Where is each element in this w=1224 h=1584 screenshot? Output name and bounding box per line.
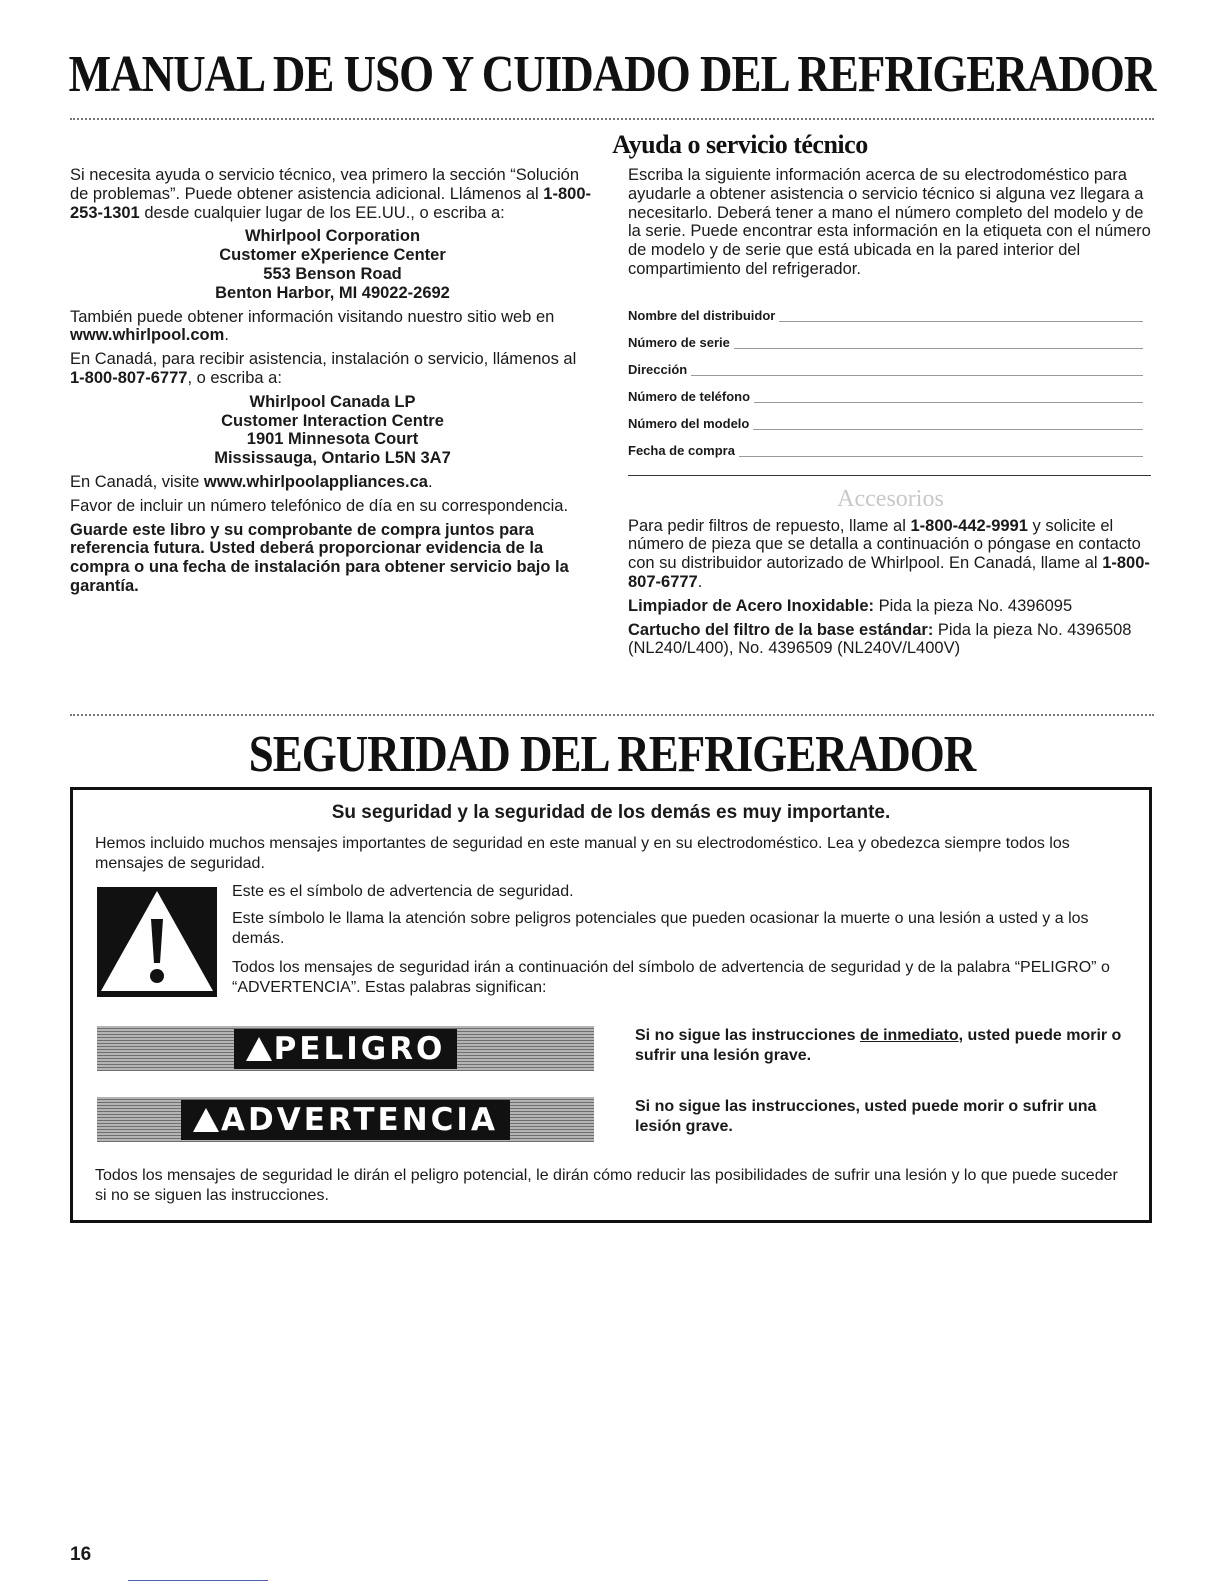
page-title: MANUAL DE USO Y CUIDADO DEL REFRIGERADOR xyxy=(68,45,1156,103)
symbol-description: Este es el símbolo de advertencia de seguridad. xyxy=(232,883,574,900)
help-section-title: Ayuda o servicio técnico xyxy=(612,130,868,159)
danger-banner xyxy=(97,1026,594,1071)
keep-receipt-note: Guarde este libro y su comprobante de compra juntos para referencia futura. Usted deberá proporcionar evidencia de la compra o una fecha de instalación para obtener servicio bajo la garantía. xyxy=(70,520,569,595)
website-paragraph: También puede obtener información visitando nuestro sitio web en www.whirlpool.com. xyxy=(70,307,555,345)
safety-section-title: SEGURIDAD DEL REFRIGERADOR xyxy=(248,725,976,783)
form-row-phone: Número de teléfono xyxy=(628,380,1143,407)
warning-alert-icon xyxy=(193,1108,219,1132)
accessory-item-filter: Cartucho del filtro de la base estándar: Pida la pieza No. 4396508 (NL240/L400), No. 4396509 (NL240V/L400V) xyxy=(628,620,1132,658)
help-right-column xyxy=(628,166,1153,663)
signal-words-text: Todos los mensajes de seguridad irán a continuación del símbolo de advertencia de seguridad y de la palabra “PELIGRO” o “ADVERTENCIA”. Estas palabras significan: xyxy=(232,959,1110,996)
symbol-hazard-text: Este símbolo le llama la atención sobre peligros potenciales que pueden ocasionar la muerte o una lesión a usted y a los demás. xyxy=(232,910,1089,947)
website-link[interactable]: www.whirlpool.com xyxy=(70,326,225,345)
form-row-purchase-date: Fecha de compra xyxy=(628,434,1143,461)
canada-website-paragraph: En Canadá, visite www.whirlpoolappliances.ca. xyxy=(70,472,433,491)
form-row-serial: Número de serie xyxy=(628,326,1143,353)
form-row-address: Dirección xyxy=(628,353,1143,380)
dotted-divider-middle xyxy=(70,714,1154,716)
accessories-title: Accesorios xyxy=(837,485,944,512)
safety-box xyxy=(70,787,1152,1223)
footer-rule xyxy=(128,1580,268,1581)
danger-description: Si no sigue las instrucciones de inmediato, usted puede morir o sufrir una lesión grave. xyxy=(635,1027,1122,1064)
warning-banner xyxy=(97,1097,594,1142)
help-intro: Si necesita ayuda o servicio técnico, vea primero la sección “Solución de problemas”. Puede obtener asistencia adicional. Llámenos al 1-800-253-1301 desde cualquier lugar de los EE.UU., o escriba a: xyxy=(70,166,591,222)
warning-description: Si no sigue las instrucciones, usted puede morir o sufrir una lesión grave. xyxy=(635,1098,1097,1135)
page-number: 16 xyxy=(70,1544,92,1565)
warning-triangle-icon xyxy=(97,887,217,997)
accessories-intro: Para pedir filtros de repuesto, llame al 1-800-442-9991 y solicite el número de pieza que se detalla a continuación o póngase en contacto con su distribuidor autorizado de Whirlpool. En Canadá, llame al 1-800-807-6777. xyxy=(628,516,1150,591)
form-line xyxy=(779,321,1143,322)
danger-label: PELIGRO xyxy=(273,1030,446,1067)
form-line xyxy=(734,348,1143,349)
form-line xyxy=(739,456,1143,457)
help-left-column xyxy=(70,166,595,601)
us-address: Whirlpool Corporation Customer eXperience Center 553 Benson Road Benton Harbor, MI 49022-2692 xyxy=(215,227,450,302)
safety-heading: Su seguridad y la seguridad de los demás es muy importante. xyxy=(331,802,891,823)
appliance-info-form xyxy=(628,299,1153,461)
canada-address: Whirlpool Canada LP Customer Interaction Centre 1901 Minnesota Court Mississauga, Ontario L5N 3A7 xyxy=(214,392,451,468)
safety-closing: Todos los mensajes de seguridad le dirán el peligro potencial, le dirán cómo reducir las posibilidades de sufrir una lesión y lo que puede suceder si no se siguen las instrucciones. xyxy=(95,1167,1118,1204)
accessories-divider xyxy=(628,475,1151,476)
form-line xyxy=(754,402,1143,403)
dotted-divider-top xyxy=(70,118,1154,120)
phone-note: Favor de incluir un número telefónico de día en su correspondencia. xyxy=(70,496,569,515)
us-phone: 1-800-253-1301 xyxy=(70,184,591,222)
form-row-model: Número del modelo xyxy=(628,407,1143,434)
filters-phone: 1-800-442-9991 xyxy=(910,516,1028,535)
accessory-item-cleaner: Limpiador de Acero Inoxidable: Pida la pieza No. 4396095 xyxy=(628,596,1073,615)
form-row-dealer: Nombre del distribuidor xyxy=(628,299,1143,326)
safety-alert-symbol xyxy=(97,887,217,997)
safety-intro: Hemos incluido muchos mensajes importantes de seguridad en este manual y en su electrodoméstico. Lea y obedezca siempre todos los mensajes de seguridad. xyxy=(95,835,1070,872)
form-line xyxy=(753,429,1143,430)
form-line xyxy=(691,375,1143,376)
warning-label: ADVERTENCIA xyxy=(221,1101,498,1138)
canada-filters-phone: 1-800-807-6777 xyxy=(628,554,1150,591)
canada-paragraph: En Canadá, para recibir asistencia, instalación o servicio, llámenos al 1-800-807-6777, o escriba a: xyxy=(70,350,577,387)
canada-website-link[interactable]: www.whirlpoolappliances.ca xyxy=(203,472,428,491)
record-info-intro: Escriba la siguiente información acerca de su electrodoméstico para ayudarle a obtener asistencia o servicio técnico si alguna vez llegara a necesitarlo. Deberá tener a mano el número completo del modelo y de la serie. Puede encontrar esta información en la etiqueta con el número de modelo y de serie que está ubicada en la pared interior del compartimiento del refrigerador. xyxy=(628,166,1151,278)
canada-phone: 1-800-807-6777 xyxy=(70,368,188,387)
danger-alert-icon xyxy=(246,1037,272,1061)
